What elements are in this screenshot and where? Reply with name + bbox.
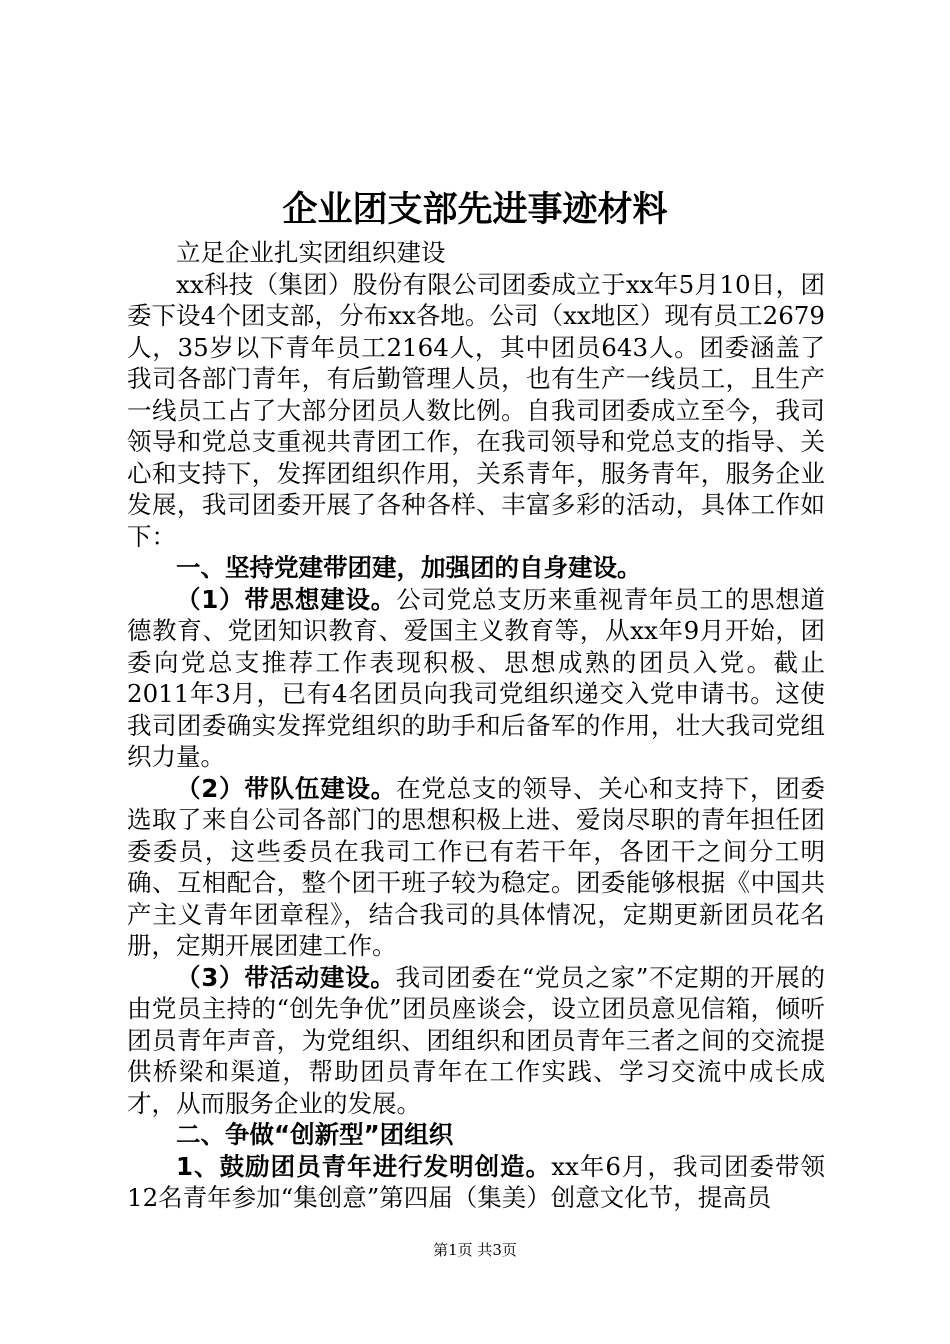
- paragraph-innovation-text: xx年6月，我司团委带领12名青年参加“集创意”第四届（集美）创意文化节，提高员: [127, 1151, 825, 1212]
- paragraph-team-text: 在党总支的领导、关心和支持下，团委选取了来自公司各部门的思想积极上进、爱岗尽职的青年担任团委委员，这些委员在我司工作已有若干年，各团干之间分工明确、互相配合，整个团干班子较为稳定。团委能够根据《中国共产主义青年团章程》，结合我司的具体情况，定期更新团员花名册，定期开展团建工作。: [127, 773, 826, 960]
- paragraph-ideology-text: 公司党总支历来重视青年员工的思想道德教育、党团知识教育、爱国主义教育等，从xx年9月开始，团委向党总支推荐工作表现积极、思想成熟的团员入党。截止2011年3月，已有4名团员向我司党组织递交入党申请书。这使我司团委确实发挥党组织的助手和后备军的作用，壮大我司党组织力量。: [127, 584, 826, 771]
- document-title: 企业团支部先进事迹材料: [282, 190, 668, 230]
- section-heading-2: 二、争做“创新型”团组织: [176, 1120, 454, 1149]
- paragraph-innovation-heading: 1、鼓励团员青年进行发明创造。: [176, 1151, 552, 1181]
- paragraph-activity-heading: （3）带活动建设。: [176, 962, 396, 992]
- page-footer: 第1页 共3页: [433, 1241, 517, 1259]
- paragraph-ideology-heading: （1）带思想建设。: [176, 584, 397, 614]
- paragraph-activity-text: 我司团委在“党员之家”不定期的开展的由党员主持的“创先争优”团员座谈会，设立团员意见信箱，倾听团员青年声音，为党组织、团组织和团员青年三者之间的交流提供桥梁和渠道，帮助团员青年在工作实践、学习交流中成长成才，从而服务企业的发展。: [127, 962, 825, 1118]
- paragraph-activity: [127, 962, 825, 1120]
- document-body: [127, 237, 825, 1214]
- paragraph-innovation: [127, 1151, 825, 1214]
- section-heading-1: 一、坚持党建带团建，加强团的自身建设。: [176, 553, 642, 582]
- paragraph-team: [127, 773, 825, 962]
- paragraph-team-heading: （2）带队伍建设。: [176, 773, 397, 803]
- document-subtitle: 立足企业扎实团组织建设: [176, 238, 446, 267]
- intro-paragraph: xx科技（集团）股份有限公司团委成立于xx年5月10日，团委下设4个团支部，分布xx各地。公司（xx地区）现有员工2679人，35岁以下青年员工2164人，其中团员643人。团委涵盖了我司各部门青年，有后勤管理人员，也有生产一线员工，且生产一线员工占了大部分团员人数比例。自我司团委成立至今，我司领导和党总支重视共青团工作，在我司领导和党总支的指导、关心和支持下，发挥团组织作用，关系青年，服务青年，服务企业发展，我司团委开展了各种各样、丰富多彩的活动，具体工作如下：: [127, 269, 825, 551]
- paragraph-ideology: [127, 584, 825, 773]
